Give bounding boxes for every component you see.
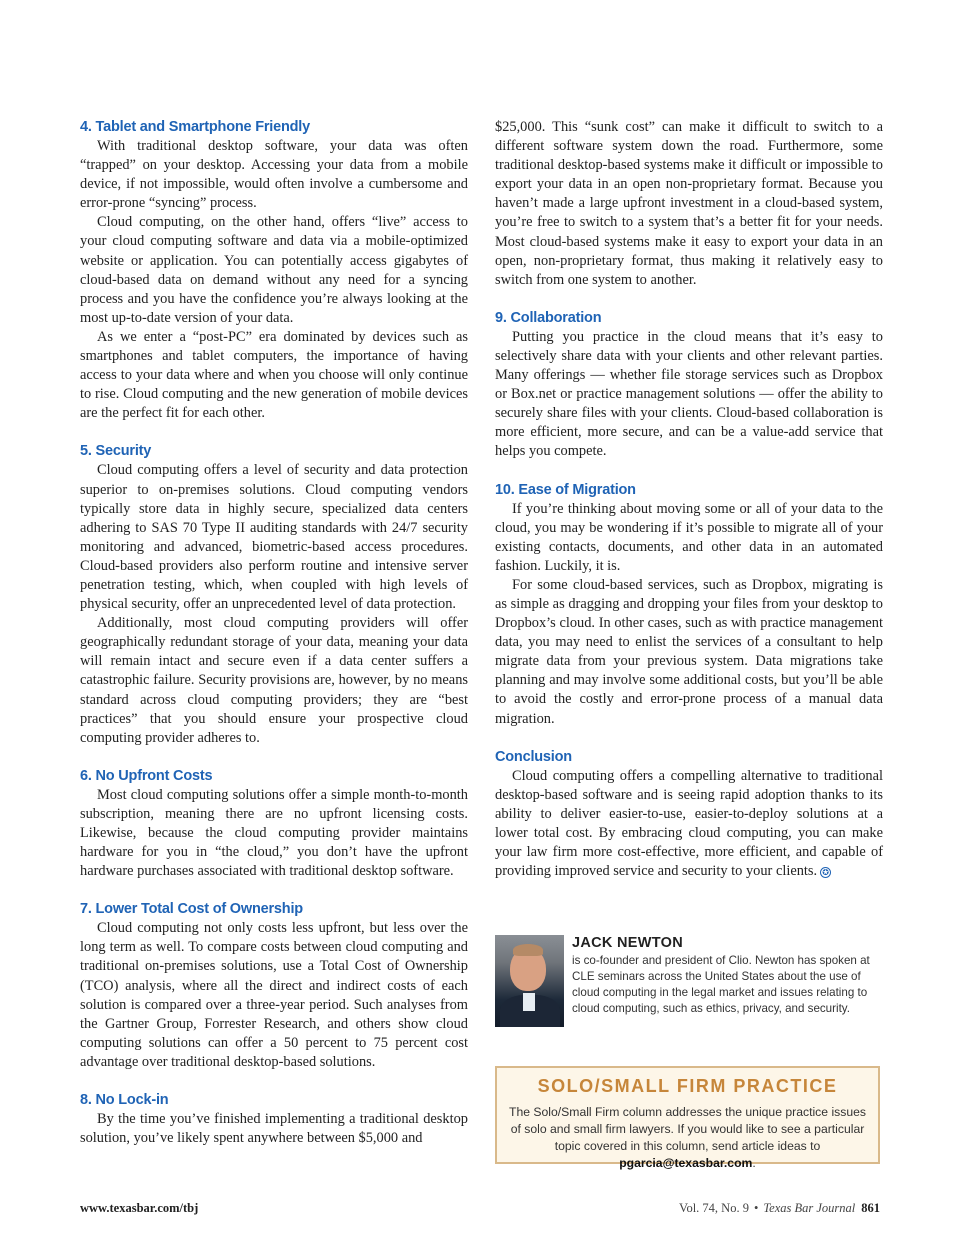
paragraph: For some cloud-based services, such as Dropbox, migrating is as simple as dragging and dropping your files from your desktop to Dropbox’s cloud. In other cases, such as with practice management data, you may need to enlist the services of a consultant to help migrate data from your previous system. Data migrations take planning and may involve some additional costs, but you’ll be able to avoid the costly and error-prone process of a manual data migration.: [495, 576, 883, 727]
author-bio: is co-founder and president of Clio. Newton has spoken at CLE seminars across the United States about the use of cloud computing in the legal market and issues relating to cloud computing, such as ethics, privacy, and security.: [572, 954, 870, 1015]
paragraph: As we enter a “post-PC” era dominated by devices such as smartphones and tablet computers, the importance of having access to your data where and when you choose will only continue to rise. Cloud computing and the new generation of mobile devices are the perfect fit for each other.: [80, 328, 468, 422]
footer-bullet: •: [753, 1201, 759, 1215]
contact-email-link[interactable]: pgarcia@texasbar.com: [619, 1156, 753, 1170]
right-column: [495, 118, 883, 900]
section-collaboration: [495, 309, 883, 462]
section-heading: 10. Ease of Migration: [495, 481, 636, 498]
solo-box-description: The Solo/Small Firm column addresses the unique practice issues of solo and small firm lawyers. If you would like to see a particular topic covered in this column, send article ideas to: [509, 1105, 866, 1153]
paragraph: [495, 767, 883, 882]
solo-small-firm-box: [495, 1066, 880, 1170]
paragraph: Cloud computing offers a level of security and data protection superior to on-premises solutions. Cloud computing vendors typically store data in highly secure, specialized data centers adhering to SAS 70 Type II auditing standards with 24/7 security monitoring and advanced, biometric-based access procedures. Cloud-based providers also perform routine and intensive server penetration testing, which, when coupled with high levels of physical security, offer an unprecedented level of data protection.: [80, 462, 468, 613]
section-lower-tco: [80, 900, 468, 1072]
paragraph: Putting you practice in the cloud means that it’s easy to selectively share data with your clients and other relevant parties. Many offerings — whether file storage services such as Dropbox or Box.net or practice management solutions — offer the ability to securely share files with your clients. Cloud-based collaboration is more efficient, more secure, and can be a value-add service that helps you compete.: [495, 328, 883, 460]
section-heading: Conclusion: [495, 748, 572, 765]
left-column: [80, 118, 468, 1167]
section-heading: 7. Lower Total Cost of Ownership: [80, 901, 303, 918]
author-photo: [495, 935, 564, 1027]
section-heading: 5. Security: [80, 443, 152, 460]
paragraph: If you’re thinking about moving some or all of your data to the cloud, you may be wondering if it’s possible to migrate all of your existing contacts, documents, and other data in an automated fashion. Luckily, it is.: [495, 500, 883, 574]
author-name: JACK NEWTON: [572, 935, 683, 951]
author-box: [495, 935, 885, 1027]
paragraph: Additionally, most cloud computing providers will offer geographically redundant storage of your data, meaning your data will remain intact and secure even if a data center suffers a catastrophic failure. Security provisions are, however, by no means standard across cloud computing providers; they are “best practices” that you should ensure your prospective cloud computing provider adheres to.: [80, 615, 468, 746]
section-continuation: [495, 118, 883, 290]
conclusion-text: Cloud computing offers a compelling alternative to traditional desktop-based software and is seeing rapid adoption thanks to its ability to deliver easier-to-use, easier-to-deploy solutions at a lower total cost. By embracing cloud computing, you can make your law firm more cost-effective, more efficient, and capable of providing improved service and security to your clients.: [495, 767, 883, 880]
footer-journal: Texas Bar Journal: [763, 1201, 856, 1215]
section-security: [80, 442, 468, 747]
section-heading: 4. Tablet and Smartphone Friendly: [80, 119, 311, 135]
section-ease-of-migration: [495, 481, 883, 729]
solo-box-title: SOLO/SMALL FIRM PRACTICE: [537, 1076, 838, 1096]
section-heading: 8. No Lock-in: [80, 1092, 169, 1109]
section-heading: 9. Collaboration: [495, 309, 602, 326]
footer-volume: Vol. 74, No. 9: [679, 1201, 749, 1215]
paragraph: By the time you’ve finished implementing a traditional desktop solution, you’ve likely spent anywhere between $5,000 and: [80, 1111, 468, 1147]
paragraph: Cloud computing, on the other hand, offers “live” access to your cloud computing software and data via a mobile-optimized website or application. You can potentially access gigabytes of cloud-based data on demand without any need for a syncing process and you have the confidence you’re always looking at the most up-to-date version of your data.: [80, 214, 468, 326]
section-heading: 6. No Upfront Costs: [80, 767, 213, 784]
section-conclusion: [495, 748, 883, 882]
footer-citation: [679, 1201, 880, 1216]
paragraph: With traditional desktop software, your data was often “trapped” on your desktop. Accessing your data from a mobile device, if not impossible, would often involve a cumbersome and error-prone “syncing” process.: [80, 138, 468, 212]
paragraph: Cloud computing not only costs less upfront, but less over the long term as well. To compare costs between cloud computing and traditional on-premises solutions, use a Total Cost of Ownership (TCO) analysis, where all the direct and indirect costs of each solution is compared over a three-year period. Such analyses from the Gartner Group, Forrester Research, and others show cloud computing solutions can offer a 50 percent to 75 percent cost advantage over traditional desktop-based solutions.: [80, 920, 468, 1070]
section-no-lock-in: [80, 1091, 468, 1148]
paragraph: $25,000. This “sunk cost” can make it difficult to switch to a different software system down the road. Furthermore, some traditional desktop-based systems make it difficult or impossible to export your data in an open non-proprietary format. Because you haven’t made a large upfront investment in a cloud-based system, you’re free to switch to a system that’s a better fit for your needs. Most cloud-based systems make it easy to export your data in an open, non-proprietary format, thus making it relatively easy to switch from one system to another.: [495, 119, 883, 288]
page-number: 861: [861, 1201, 880, 1215]
solo-box-end: .: [752, 1156, 756, 1170]
section-tablet-smartphone: [80, 118, 468, 423]
end-of-article-icon: ✪: [820, 867, 831, 878]
paragraph: Most cloud computing solutions offer a simple month-to-month subscription, meaning there are no upfront licensing costs. Likewise, because the cloud computing provider maintains hardware for you in “the cloud,” you don’t have the upfront hardware purchases associated with traditional desktop software.: [80, 786, 468, 880]
solo-box-text: [509, 1104, 866, 1172]
section-no-upfront-costs: [80, 767, 468, 881]
footer-url[interactable]: www.texasbar.com/tbj: [80, 1201, 199, 1215]
